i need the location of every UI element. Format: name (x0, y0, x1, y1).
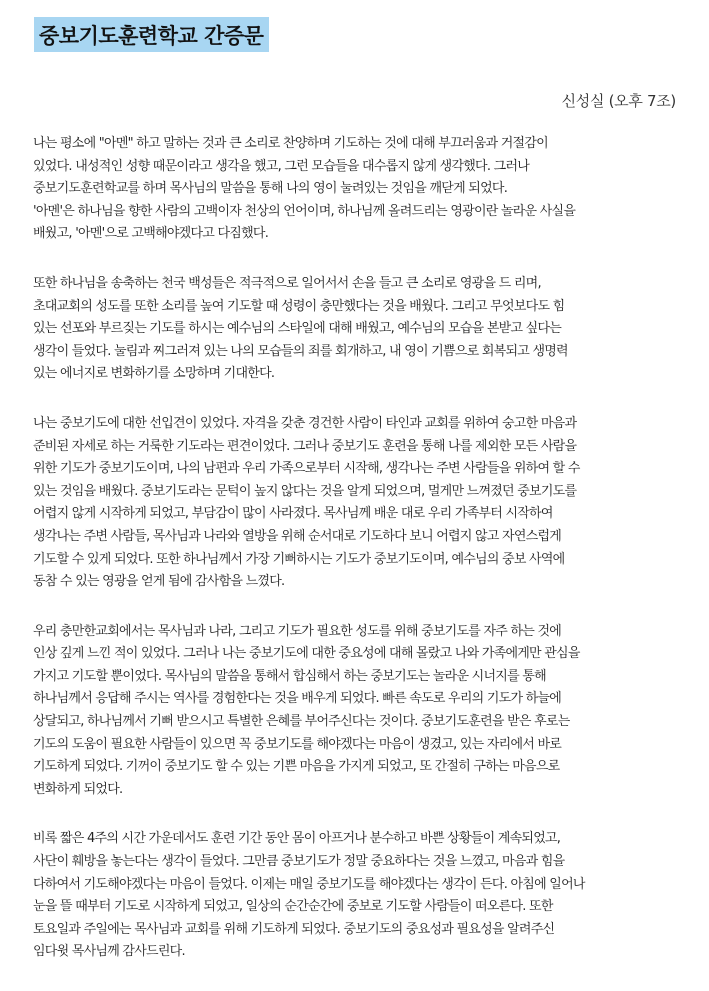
text-line: 있는 에너지로 변화하기를 소망하며 기대한다. (33, 366, 275, 382)
text-line: 사단이 훼방을 놓는다는 생각이 들었다. 그만큼 중보기도가 정말 중요하다는 것을 느꼈고, 마음과 힘을 (33, 854, 565, 870)
text-line: 비록 짧은 4주의 시간 가운데서도 훈련 기간 동안 몸이 아프거나 분수하고 바쁜 상황들이 계속되었고, (33, 831, 561, 847)
text-line: 초대교회의 성도를 또한 소리를 높여 기도할 때 성령이 충만했다는 것을 배웠다. 그리고 무엇보다도 힘 (33, 298, 565, 314)
text-line: 인상 깊게 느낀 적이 있었다. 그러나 나는 중보기도에 대한 중요성에 대해 몰랐고 나와 가족에게만 관심을 (33, 646, 580, 662)
text-line: 다하여서 기도해야겠다는 마음이 들었다. 이제는 매일 중보기도를 해야겠다는 생각이 든다. 아침에 일어나 (33, 876, 585, 892)
paragraph (33, 413, 679, 594)
text-line: 변화하게 되었다. (33, 781, 123, 797)
title-highlight (34, 17, 269, 52)
text-line: 동참 수 있는 영광을 얻게 됨에 감사함을 느꼈다. (33, 574, 285, 590)
paragraph (33, 133, 679, 246)
text-line: 어렵지 않게 시작하게 되었고, 부담감이 많이 사라졌다. 목사님께 배운 대로 우리 가족부터 시작하여 (33, 506, 553, 522)
text-line: 눈을 뜰 때부터 기도로 시작하게 되었고, 일상의 순간순간에 중보로 기도할 사람들이 떠오른다. 또한 (33, 899, 553, 915)
text-line: 배웠고, '아멘'으로 고백해야겠다고 다짐했다. (33, 226, 269, 242)
text-line: 중보기도훈련학교를 하며 목사님의 말씀을 통해 나의 영이 눌려있는 것임을 깨닫게 되었다. (33, 181, 508, 197)
document-title: 중보기도훈련학교 간증문 (39, 23, 264, 48)
text-line: 준비된 자세로 하는 거룩한 기도라는 편견이었다. 그러나 중보기도 훈련을 통해 나를 제외한 모든 사람을 (33, 438, 577, 454)
text-line: 가지고 기도할 뿐이었다. 목사님의 말씀을 통해서 합심해서 하는 중보기도는 놀라운 시너지를 통해 (33, 668, 546, 684)
text-line: 생각나는 주변 사람들, 목사님과 나라와 열방을 위해 순서대로 기도하다 보니 어렵지 않고 자연스럽게 (33, 528, 562, 544)
text-line: 하나님께서 응답해 주시는 역사를 경험한다는 것을 배우게 되었다. 빠른 속도로 우리의 기도가 하늘에 (33, 691, 562, 707)
text-line: 또한 하나님을 송축하는 천국 백성들은 적극적으로 일어서서 손을 들고 큰 소리로 영광을 드 리며, (33, 275, 541, 291)
text-line: 나는 평소에 "아멘" 하고 말하는 것과 큰 소리로 찬양하며 기도하는 것에 대해 부끄러움과 거절감이 (33, 136, 548, 151)
paragraph (33, 828, 679, 964)
text-line: 임다윗 목사님께 감사드린다. (33, 944, 185, 960)
paragraph (33, 621, 679, 802)
text-line: 위한 기도가 중보기도이며, 나의 남편과 우리 가족으로부터 시작해, 생각나는 주변 사람들을 위하여 할 수 (33, 461, 580, 477)
text-line: 있었다. 내성적인 성향 때문이라고 생각을 했고, 그런 모습들을 대수롭지 않게 생각했다. 그러나 (33, 158, 530, 174)
text-line: 기도하게 되었다. 기꺼이 중보기도 할 수 있는 기쁜 마음을 가지게 되었고, 또 간절히 구하는 마음으로 (33, 759, 560, 775)
text-line: 우리 충만한교회에서는 목사님과 나라, 그리고 기도가 필요한 성도를 위해 중보기도를 자주 하는 것에 (33, 623, 562, 639)
text-line: 기도할 수 있게 되었다. 또한 하나님께서 가장 기뻐하시는 기도가 중보기도이며, 예수님의 중보 사역에 (33, 551, 565, 567)
text-line: 상달되고, 하나님께서 기뻐 받으시고 특별한 은혜를 부어주신다는 것이다. 중보기도훈련을 받은 후로는 (33, 714, 570, 730)
text-line: 나는 중보기도에 대한 선입견이 있었다. 자격을 갖춘 경건한 사람이 타인과 교회를 위하여 숭고한 마음과 (33, 415, 577, 431)
author-byline: 신성실 (오후 7조) (561, 92, 676, 110)
testimony-body (33, 133, 679, 991)
text-line: 토요일과 주일에는 목사님과 교회를 위해 기도하게 되었다. 중보기도의 중요성과 필요성을 알려주신 (33, 921, 555, 937)
text-line: 있는 선포와 부르짖는 기도를 하시는 예수님의 스타일에 대해 배웠고, 예수님의 모습을 본받고 싶다는 (33, 321, 562, 337)
text-line: 있는 것임을 배웠다. 중보기도라는 문턱이 높지 않다는 것을 알게 되었으며, 멀게만 느껴졌던 중보기도를 (33, 483, 577, 499)
text-line: '아멘'은 하나님을 향한 사람의 고백이자 천상의 언어이며, 하나님께 올려드리는 영광이란 놀라운 사실을 (33, 203, 576, 219)
text-line: 생각이 들었다. 눌림과 찌그러져 있는 나의 모습들의 죄를 회개하고, 내 영이 기쁨으로 회복되고 생명력 (33, 343, 568, 359)
paragraph (33, 273, 679, 386)
text-line: 기도의 도움이 필요한 사람들이 있으면 꼭 중보기도를 해야겠다는 마음이 생겼고, 있는 자리에서 바로 (33, 736, 562, 752)
